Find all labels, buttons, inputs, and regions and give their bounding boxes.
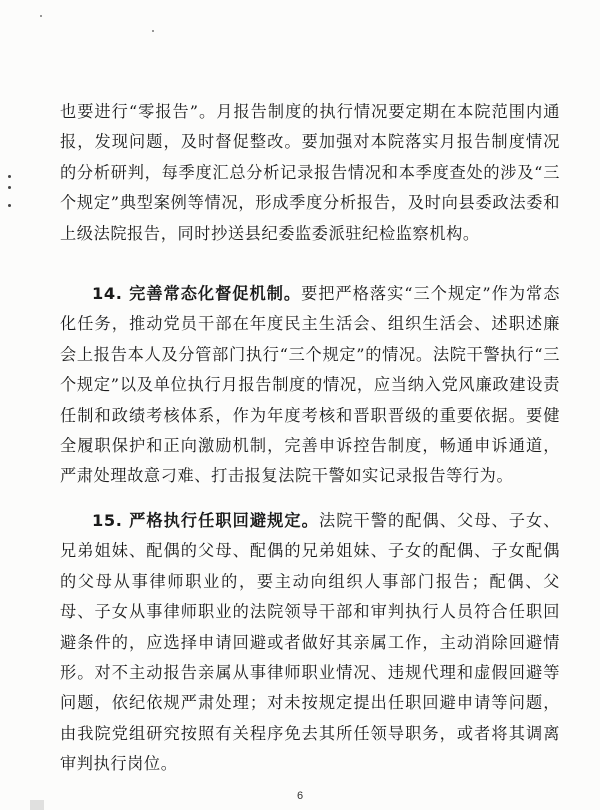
binding-mark <box>8 186 11 189</box>
scan-dot <box>40 15 42 17</box>
section-14-heading: 14. 完善常态化督促机制。 <box>92 284 302 303</box>
section-14 <box>60 279 560 492</box>
page-number: 6 <box>296 790 304 802</box>
scan-dot <box>152 30 154 32</box>
section-15-heading: 15. 严格执行任职回避规定。 <box>92 511 319 530</box>
binding-mark <box>8 204 11 207</box>
section-15-body: 法院干警的配偶、父母、子女、兄弟姐妹、配偶的父母、配偶的兄弟姐妹、子女的配偶、子女配偶的父母从事律师职业的，要主动向组织人事部门报告；配偶、父母、子女从事律师职业的法院领导干部和审判执行人员符合任职回避条件的，应选择申请回避或者做好其亲属工作，主动消除回避情形。对不主动报告亲属从事律师职业情况、违规代理和虚假回避等问题，依纪依规严肃处理；对未按规定提出任职回避申请等问题，由我院党组研究按照有关程序免去其所任领导职务，或者将其调离审判执行岗位。 <box>60 511 561 774</box>
section-14-body: 要把严格落实“三个规定”作为常态化任务，推动党员干部在年度民主生活会、组织生活会、述职述廉会上报告本人及分管部门执行“三个规定”的情况。法院干警执行“三个规定”以及单位执行月报告制度的情况，应当纳入党风廉政建设责任制和政绩考核体系，作为年度考核和晋职晋级的重要依据。要健全履职保护和正向激励机制，完善申诉控告制度，畅通申诉通道，严肃处理故意刁难、打击报复法院干警如实记录报告等行为。 <box>60 284 560 486</box>
section-15 <box>60 506 560 780</box>
binding-mark <box>8 175 11 178</box>
paragraph-continuation <box>60 97 560 249</box>
paragraph-text: 也要进行“零报告”。月报告制度的执行情况要定期在本院范围内通报，发现问题，及时督促整改。要加强对本院落实月报告制度情况的分析研判，每季度汇总分析记录报告情况和本季度查处的涉及“三个规定”典型案例等情况，形成季度分析报告，及时向县委政法委和上级法院报告，同时抄送县纪委监委派驻纪检监察机构。 <box>60 102 560 243</box>
